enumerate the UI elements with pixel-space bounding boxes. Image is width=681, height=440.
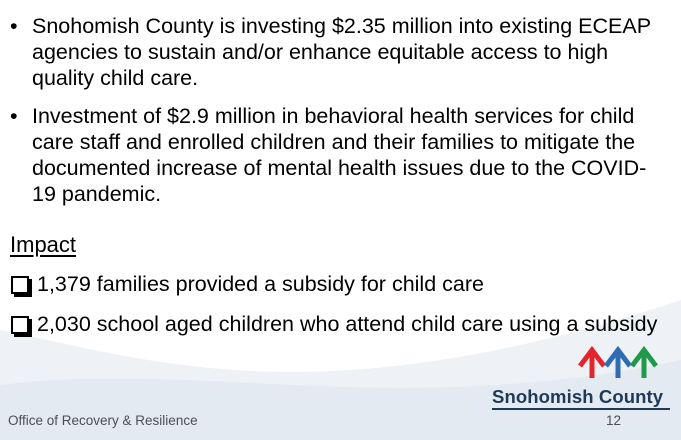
impact-item-text: 2,030 school aged children who attend child care using a subsidy <box>37 312 658 336</box>
logo-text: Snohomish County <box>492 386 664 407</box>
bullet-item <box>10 103 670 207</box>
impact-item <box>10 311 670 337</box>
bullet-list <box>10 13 670 219</box>
bullet-item <box>10 13 670 91</box>
bullet-dot: • <box>10 14 18 38</box>
checkbox-bullet-icon <box>11 316 29 334</box>
impact-list <box>10 271 670 351</box>
snohomish-county-logo <box>490 344 672 410</box>
impact-heading: Impact <box>10 232 77 257</box>
bullet-dot: • <box>10 104 18 128</box>
bullet-text: Snohomish County is investing $2.35 million into existing ECEAP agencies to sustain and/or enhance equitable access to high quality child care. <box>32 14 651 90</box>
logo-underline <box>492 408 670 410</box>
impact-item-text: 1,379 families provided a subsidy for child care <box>37 272 484 296</box>
tree-arrows-logo-icon <box>578 344 658 380</box>
page-number: 12 <box>606 413 622 428</box>
footer-office-name: Office of Recovery & Resilience <box>8 413 198 428</box>
checkbox-bullet-icon <box>11 276 29 294</box>
impact-item <box>10 271 670 297</box>
bullet-text: Investment of $2.9 million in behavioral health services for child care staff and enrolled children and their families to mitigate the documented increase of mental health issues due to the COVID-19 pandemic. <box>32 104 647 206</box>
